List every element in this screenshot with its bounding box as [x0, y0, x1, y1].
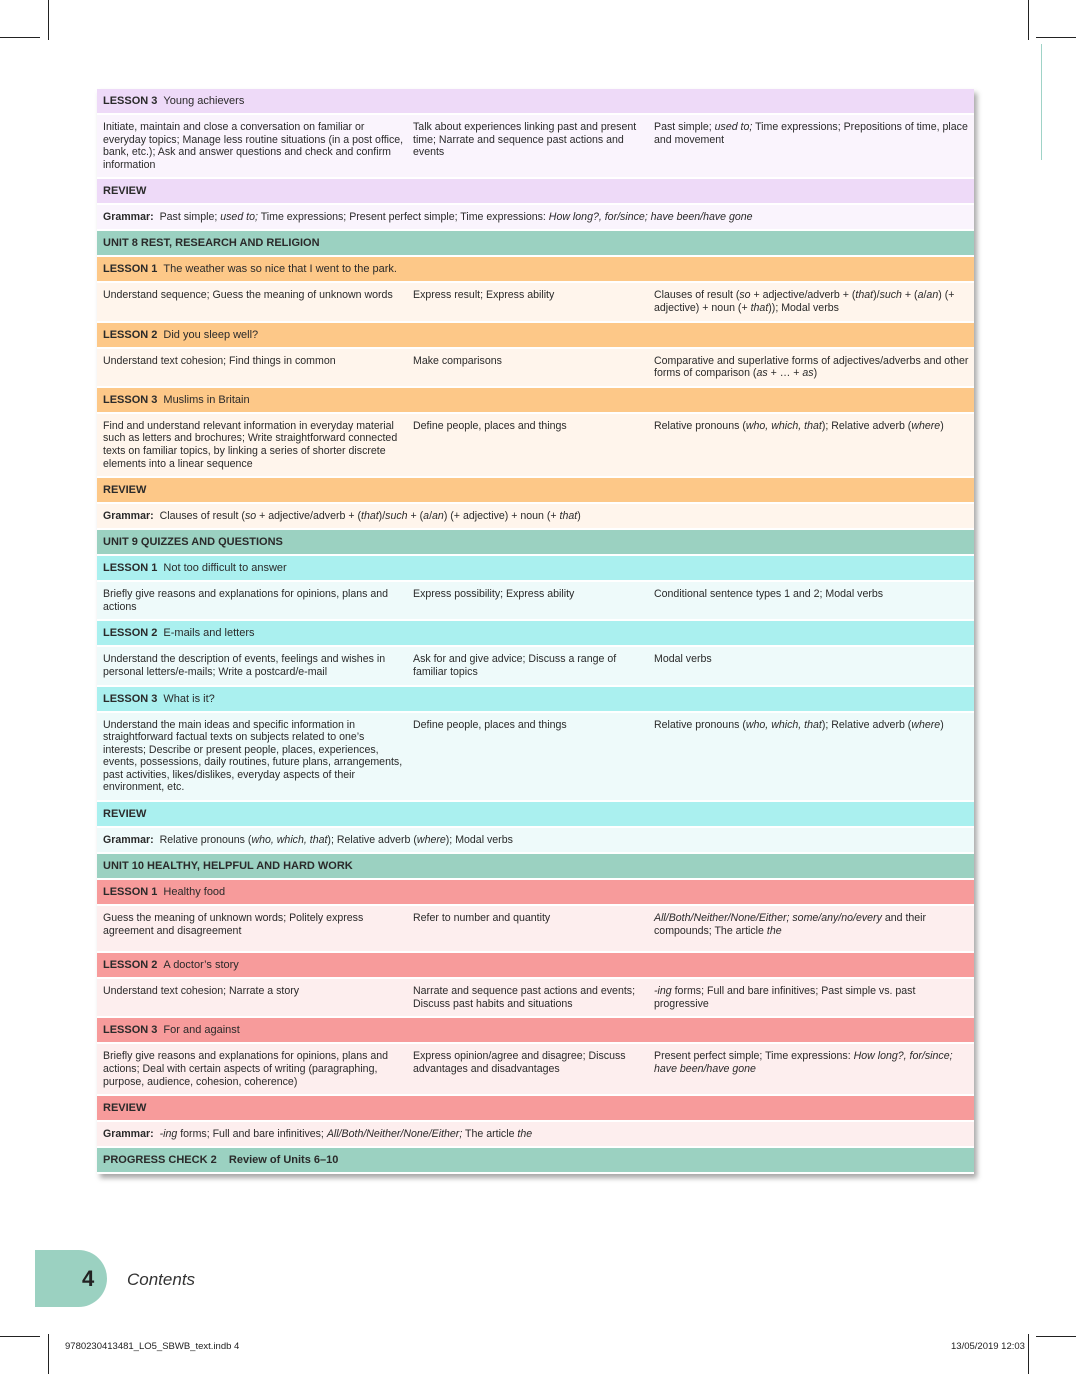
lesson-header [97, 687, 974, 713]
lesson-content-row [97, 349, 974, 388]
grammar-cell: Relative pronouns (who, which, that); Relative adverb (where) [654, 718, 944, 731]
lesson-number: LESSON 3 [103, 692, 158, 705]
contents-table [97, 89, 974, 1174]
grammar-text: Grammar: Relative pronouns (who, which, that); Relative adverb (where); Modal verbs [103, 834, 513, 847]
lesson-number: LESSON 1 [103, 562, 158, 575]
grammar-cell: Clauses of result (so + adjective/adverb + (that)/such + (a/an) (+ adjective) + noun (+ that)); Modal verbs [654, 289, 955, 314]
lesson-title: Young achievers [163, 95, 245, 107]
lesson-header [97, 89, 974, 115]
unit-header [97, 854, 974, 880]
footer-date: 13/05/2019 12:03 [951, 1341, 1025, 1352]
skills-cell: Guess the meaning of unknown words; Politely express agreement and disagreement [103, 912, 364, 937]
lesson-number: LESSON 3 [103, 1024, 158, 1037]
functions-cell: Narrate and sequence past actions and events; Discuss past habits and situations [413, 985, 636, 1010]
skills-cell: Understand sequence; Guess the meaning of unknown words [103, 289, 393, 302]
lesson-content-row [97, 979, 974, 1018]
functions-cell: Define people, places and things [413, 718, 567, 731]
section-title: Contents [127, 1270, 196, 1289]
skills-cell: Understand text cohesion; Find things in common [103, 354, 336, 367]
lesson-title: What is it? [163, 692, 215, 705]
review-label: REVIEW [103, 185, 147, 198]
lesson-title: The weather was so nice that I went to the park. [163, 263, 397, 276]
lesson-number: LESSON 2 [103, 627, 158, 640]
review-header [97, 179, 974, 205]
unit-title: UNIT 10 HEALTHY, HELPFUL AND HARD WORK [103, 860, 353, 873]
grammar-cell: Present perfect simple; Time expressions: How long?, for/since; have been/have gone [654, 1050, 953, 1076]
lesson-content-row [97, 115, 974, 179]
grammar-cell: Modal verbs [654, 653, 712, 666]
review-label: REVIEW [103, 808, 147, 821]
lesson-number: LESSON 1 [103, 263, 158, 276]
review-header [97, 802, 974, 828]
grammar-cell: Relative pronouns (who, which, that); Relative adverb (where) [654, 419, 944, 432]
functions-cell: Talk about experiences linking past and present time; Narrate and sequence past actions and events [413, 121, 637, 159]
functions-cell: Refer to number and quantity [413, 912, 551, 925]
grammar-summary [97, 1122, 974, 1148]
review-header [97, 1096, 974, 1122]
lesson-content-row [97, 906, 974, 953]
lesson-header [97, 880, 974, 906]
grammar-cell: Comparative and superlative forms of adjectives/adverbs and other forms of comparison (as + … + as) [654, 354, 969, 380]
grammar-cell: Past simple; used to; Time expressions; Prepositions of time, place and movement [654, 121, 968, 146]
lesson-number: LESSON 3 [103, 95, 158, 107]
lesson-header [97, 621, 974, 647]
unit-header [97, 1148, 974, 1174]
grammar-text: Grammar: Clauses of result (so + adjective/adverb + (that)/such + (a/an) (+ adjective) + noun (+ that) [103, 510, 581, 523]
review-label: REVIEW [103, 484, 147, 497]
lesson-content-row [97, 713, 974, 803]
grammar-summary [97, 828, 974, 854]
lesson-content-row [97, 582, 974, 621]
lesson-number: LESSON 2 [103, 959, 158, 972]
lesson-header [97, 388, 974, 414]
lesson-title: Healthy food [163, 886, 226, 899]
functions-cell: Express opinion/agree and disagree; Discuss advantages and disadvantages [413, 1050, 626, 1076]
lesson-content-row [97, 1044, 974, 1096]
lesson-title: E-mails and letters [163, 627, 255, 640]
lesson-content-row [97, 414, 974, 478]
lesson-content-row [97, 647, 974, 686]
skills-cell: Understand the description of events, feelings and wishes in personal letters/e-mails; Write a postcard/e-mail [103, 653, 386, 678]
lesson-header [97, 556, 974, 582]
skills-cell: Find and understand relevant information in everyday material such as letters and brochures; Write straightforward connected texts on familiar topics, by linking a series of shorter discrete elements into a linear sequence [103, 419, 398, 470]
footer-filename: 9780230413481_LO5_SBWB_text.indb 4 [65, 1341, 240, 1352]
grammar-text: Grammar: -ing forms; Full and bare infinitives; All/Both/Neither/None/Either; The article the [103, 1128, 533, 1141]
grammar-summary [97, 504, 974, 530]
skills-cell: Understand text cohesion; Narrate a story [103, 985, 300, 998]
functions-cell: Ask for and give advice; Discuss a range of familiar topics [413, 653, 617, 678]
lesson-title: Muslims in Britain [163, 393, 250, 406]
lesson-title: Did you sleep well? [163, 328, 259, 341]
lesson-content-row [97, 283, 974, 322]
page-number: 4 [82, 1266, 95, 1291]
unit-header [97, 530, 974, 556]
page-tab [35, 1250, 107, 1307]
lesson-title: For and against [163, 1024, 240, 1037]
review-label: REVIEW [103, 1102, 147, 1115]
functions-cell: Express possibility; Express ability [413, 588, 575, 601]
grammar-cell: Conditional sentence types 1 and 2; Modal verbs [654, 588, 884, 601]
functions-cell: Express result; Express ability [413, 289, 555, 302]
grammar-cell: All/Both/Neither/None/Either; some/any/no/every and their compounds; The article the [654, 912, 927, 937]
lesson-number: LESSON 3 [103, 393, 158, 406]
grammar-summary [97, 205, 974, 231]
grammar-text: Grammar: Past simple; used to; Time expressions; Present perfect simple; Time expressions: How long?, for/since; have been/have gone [103, 211, 753, 224]
lesson-header [97, 257, 974, 283]
unit-title: UNIT 9 QUIZZES AND QUESTIONS [103, 536, 283, 549]
unit-header [97, 231, 974, 257]
lesson-header [97, 323, 974, 349]
review-header [97, 478, 974, 504]
lesson-title: Not too difficult to answer [163, 562, 287, 575]
lesson-header [97, 953, 974, 979]
grammar-cell: -ing forms; Full and bare infinitives; Past simple vs. past progressive [654, 985, 916, 1010]
lesson-number: LESSON 1 [103, 886, 158, 899]
skills-cell: Understand the main ideas and specific information in straightforward factual texts on subjects related to one’s interests; Describe or present people, places, experiences, events, possessions, daily routines, future plans, arrangements, past activities, likes/dislikes, everyday aspects of their environment, etc. [103, 718, 403, 794]
unit-title: UNIT 8 REST, RESEARCH AND RELIGION [103, 237, 320, 250]
lesson-number: LESSON 2 [103, 328, 158, 341]
skills-cell: Briefly give reasons and explanations for opinions, plans and actions; Deal with certain aspects of writing (paragraphing, purpose, audience, cohesion, coherence) [103, 1050, 389, 1088]
skills-cell: Initiate, maintain and close a conversation on familiar or everyday topics; Manage less routine situations (in a post office, bank, etc.); Ask and answer questions and check and confirm information [103, 121, 404, 171]
unit-title: PROGRESS CHECK 2 Review of Units 6–10 [103, 1154, 339, 1167]
lesson-title: A doctor’s story [163, 959, 239, 972]
lesson-header [97, 1018, 974, 1044]
functions-cell: Define people, places and things [413, 419, 567, 432]
functions-cell: Make comparisons [413, 354, 502, 367]
skills-cell: Briefly give reasons and explanations for opinions, plans and actions [103, 588, 389, 613]
